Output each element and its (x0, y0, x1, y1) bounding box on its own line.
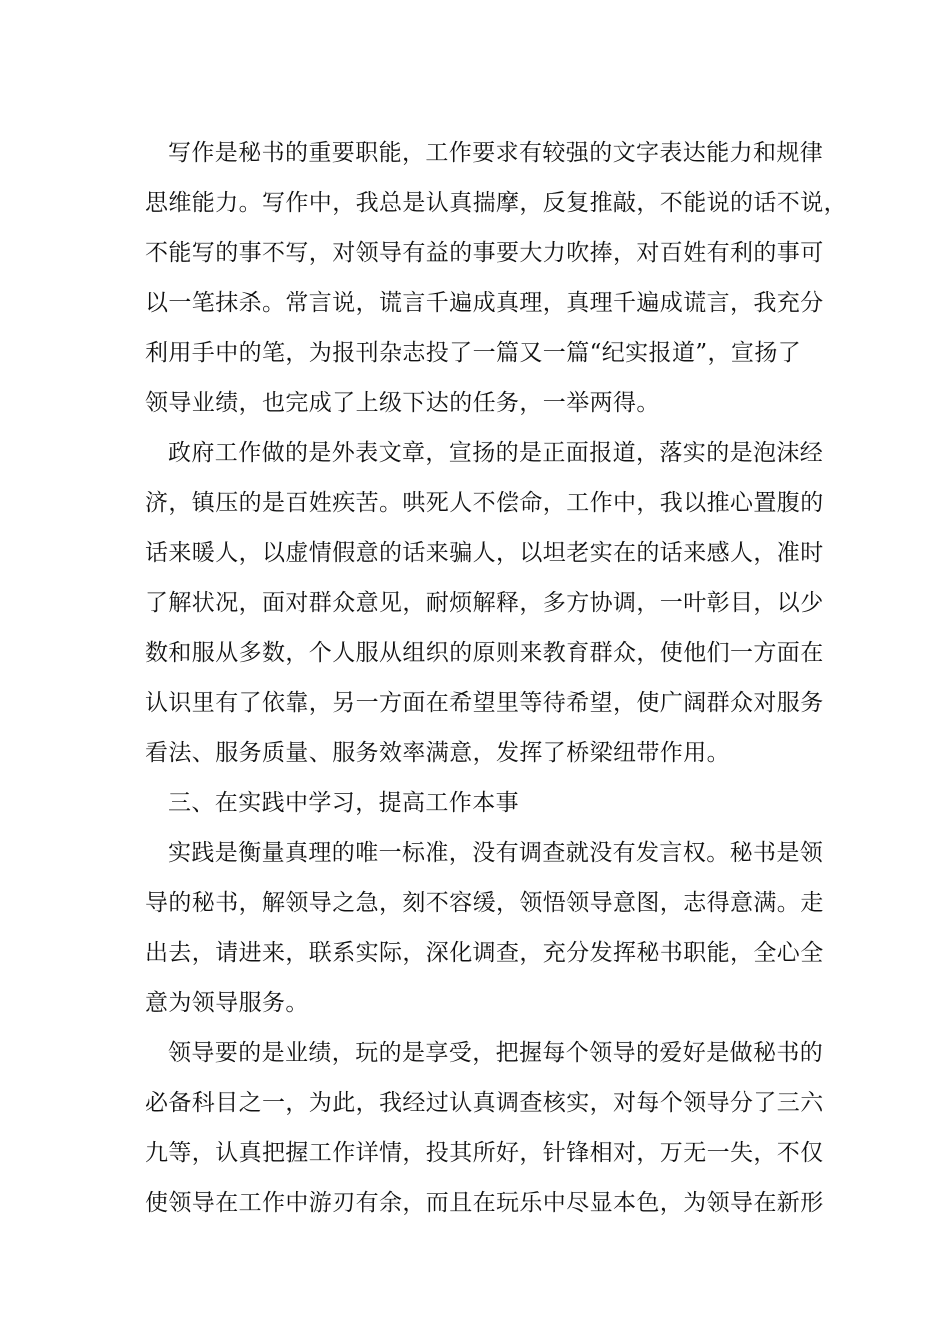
text-line: 济，镇压的是百姓疾苦。哄死人不偿命，工作中，我以推心置腹的 (145, 490, 824, 516)
text-line: 意为领导服务。 (145, 990, 309, 1016)
text-line: 利用手中的笔，为报刊杂志投了一篇又一篇“纪实报道”，宣扬了 (145, 340, 802, 366)
document-body (145, 128, 847, 1228)
text-line: 不能写的事不写，对领导有益的事要大力吹捧，对百姓有利的事可 (145, 240, 824, 266)
paragraph-leadership (145, 1028, 824, 1228)
text-line: 必备科目之一，为此，我经过认真调查核实，对每个领导分了三六 (145, 1090, 824, 1116)
text-line: 实践是衡量真理的唯一标准，没有调查就没有发言权。秘书是领 (168, 840, 824, 866)
text-line: 了解状况，面对群众意见，耐烦解释，多方协调，一叶彰目，以少 (145, 590, 824, 616)
text-line: 以一笔抹杀。常言说，谎言千遍成真理，真理千遍成谎言，我充分 (145, 290, 824, 316)
section-heading-text: 三、在实践中学习，提高工作本事 (168, 790, 519, 816)
paragraph-secretary-writing (145, 128, 847, 428)
text-line: 写作是秘书的重要职能，工作要求有较强的文字表达能力和规律 (168, 140, 824, 166)
text-line: 导的秘书，解领导之急，刻不容缓，领悟领导意图，志得意满。走 (145, 890, 824, 916)
text-line: 数和服从多数，个人服从组织的原则来教育群众，使他们一方面在 (145, 640, 824, 666)
text-line: 看法、服务质量、服务效率满意，发挥了桥梁纽带作用。 (145, 740, 730, 766)
text-line: 话来暖人，以虚情假意的话来骗人，以坦老实在的话来感人，准时 (145, 540, 824, 566)
section-heading (145, 778, 810, 828)
paragraph-practice (145, 828, 824, 1028)
text-line: 使领导在工作中游刃有余，而且在玩乐中尽显本色，为领导在新形 (145, 1190, 824, 1216)
text-line: 政府工作做的是外表文章，宣扬的是正面报道，落实的是泡沫经 (168, 440, 824, 466)
text-line: 出去，请进来，联系实际，深化调查，充分发挥秘书职能，全心全 (145, 940, 824, 966)
text-line: 领导要的是业绩，玩的是享受，把握每个领导的爱好是做秘书的 (168, 1040, 824, 1066)
paragraph-government-work (145, 428, 824, 778)
text-line: 思维能力。写作中，我总是认真揣摩，反复推敲，不能说的话不说， (145, 190, 847, 216)
text-line: 领导业绩，也完成了上级下达的任务，一举两得。 (145, 390, 660, 416)
text-line: 九等，认真把握工作详情，投其所好，针锋相对，万无一失，不仅 (145, 1140, 824, 1166)
text-line: 认识里有了依靠，另一方面在希望里等待希望，使广阔群众对服务 (145, 690, 824, 716)
